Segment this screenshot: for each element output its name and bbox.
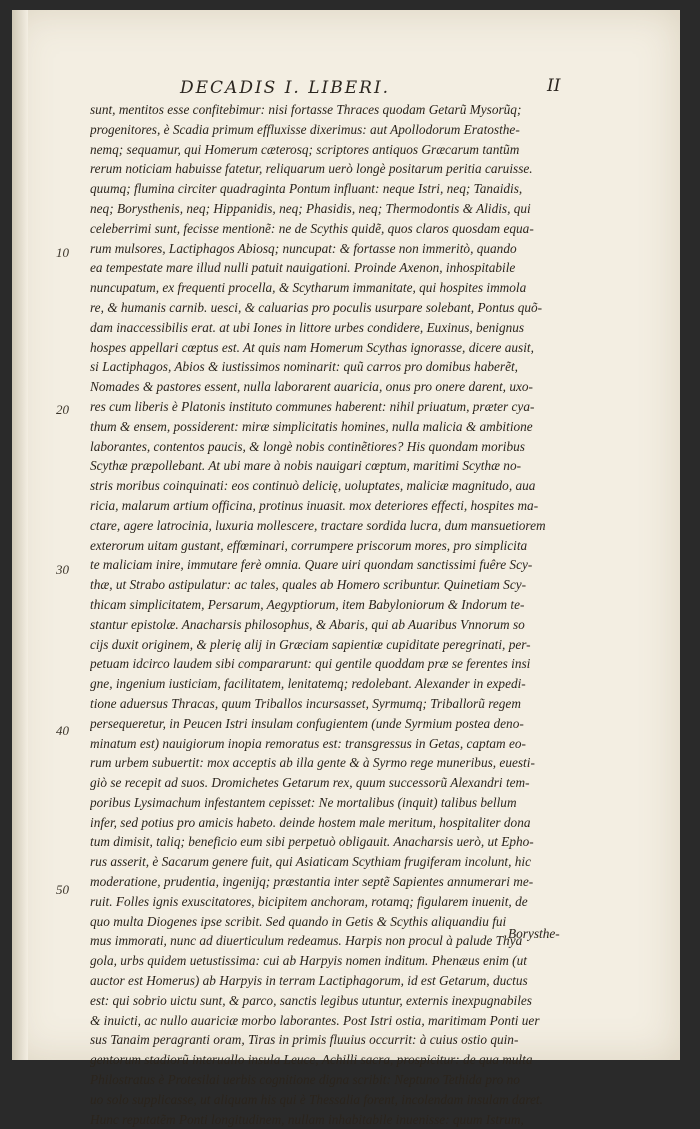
text-line: thum & ensem, possiderent: miræ simplicitatis homines, nulla malicia & ambitione [90,418,533,434]
text-line: nuncupatum, ex frequenti procella, & Scytharum immanitate, qui hospites immola [90,280,527,296]
text-line: rum mulsores, Lactiphagos Abiosq; nuncupat: & fortasse non immeritò, quando [90,240,517,256]
catchword: Borysthe- [508,926,560,941]
text-line: ricia, malarum artium officina, protinus inuasit. mox deteriores effecti, hospites ma- [90,497,539,513]
book-page [12,10,680,1127]
text-line: gola, urbs quidem uetustissima: cui ab Harpyis nomen inditum. Phenæus enim (ut [90,953,527,969]
text-line: Hunc reputatẽm Ponti longitudinem, nullam inhabitabile inuenisse: quum Istrum, [90,1111,524,1127]
text-line: & inuicti, ac nullo auariciæ morbo laborantes. Post Istri ostia, maritimam Ponti uer [90,1012,540,1028]
line-number: 30 [56,562,69,577]
text-line: laborantes, contentos paucis, & longè nobis continẽtiores? His quondam moribus [90,438,525,454]
page-gutter [12,10,28,1060]
text-line: si Lactiphagos, Abios & iustissimos nominarit: quũ carros pro domibus haberẽt, [90,359,518,375]
text-line: exterorum uitam gustant, effœminari, corrumpere priscorum mores, pro simplicita [90,537,528,553]
page-header [12,78,680,100]
text-line: neq; Borysthenis, neq; Hippanidis, neq; Phasidis, neq; Thermodontis & Alidis, qui [90,200,531,216]
text-line: minatum est) nauigiorum inopia remoratus est: transgressus in Getas, captam eo- [90,735,526,751]
body-text [90,100,570,1129]
text-line: giò se recepit ad suos. Dromichetes Getarum rex, quum successorũ Alexandri tem- [90,775,530,791]
text-line: stris moribus coinquinati: eos continuò delicię, uoluptates, maliciæ magnitudo, aua [90,478,536,494]
text-line: uo solo supplicasse, ut aliquam his qui è Thessalia forent, incolendam insulam daret. [90,1091,543,1107]
text-line: moderatione, prudentia, ingenijq; præstantia inter septẽ Sapientes annumerari me- [90,874,534,890]
text-line: celeberrimi sunt, fecisse mentionẽ: ne de Scythis quidẽ, quos claros quosdam equa- [90,220,534,236]
text-line: dam inaccessibilis erat. at ubi Iones in littore urbes condidere, Euxinus, benignus [90,319,525,335]
text-line: gentorum stadiorũ interuallo insula Leuce, Achilli sacra, prospicitur: de qua multa [90,1052,533,1068]
text-line: ruit. Folles ignis exuscitatores, bicipitem anchoram, rotamq; figularem inuenit, de [90,893,528,909]
text-line: quo multa Diogenes ipse scribit. Sed quando in Getis & Scythis aliquandiu fui [90,913,507,929]
folio-number: II [547,76,561,96]
text-line: nemq; sequamur, qui Homerum cæterosq; scriptores antiquos Græcarum tantũm [90,141,520,157]
text-line: sus Tanaim peragranti oram, Tiras in primis fluuius occurrit: à cuius ostio quin- [90,1032,519,1048]
text-line: Nomades & pastores essent, nulla laborarent auaricia, onus pro onere darent, uxo- [90,379,533,395]
line-number: 50 [56,882,69,897]
text-line: quumq; flumina circiter quadraginta Pontum influant: neque Istri, neq; Tanaidis, [90,181,523,197]
text-line: rus asserit, è Sacarum genere fuit, qui Asiaticam Scythiam frugiferam incolunt, hic [90,854,531,870]
text-line: te maliciam inire, immutare ferè omnia. Quare uiri quondam sanctissimi fuêre Scy- [90,557,533,573]
text-line: poribus Lysimachum infestantem cepisset: Ne mortalibus (inquit) talibus bellum [90,794,517,810]
text-line: tione aduersus Thracas, quum Triballos incursasset, Syrmumq; Triballorũ regem [90,695,521,711]
text-line: sunt, mentitos esse confitebimur: nisi fortasse Thraces quodam Getarũ Mysorũq; [90,102,522,117]
text-line: tum dimisit, taliq; beneficio eum sibi perpetuò obligauit. Anacharsis uerò, ut Epho- [90,834,534,850]
text-line: thæ, ut Strabo astipulatur: ac tales, quales ab Homero scribuntur. Quinetiam Scy- [90,577,527,593]
text-line: gne, ingenium iusticiam, facilitatem, lenitatemq; redolebant. Alexander in expedi- [90,676,526,692]
text-line: Philostratus è Protesilai uerbis cognitione digna scribit: Neptuno Tethida pro no [90,1072,520,1088]
text-line: auctor est Homerus) ab Harpyis in terram Lactiphagorum, id est Getarum, ductus [90,973,528,989]
line-number: 20 [56,402,69,417]
text-line: progenitores, è Scadia primum effluxisse dixerimus: aut Apollodorum Eratosthe- [90,121,520,137]
text-line: ea tempestate mare illud nulli patuit nauigationi. Proinde Axenon, inhospitabile [90,260,516,276]
text-line: cijs duxit originem, & plerię alij in Græciam sapientiæ cupiditate peregrinati, per- [90,636,531,652]
text-line: res cum liberis è Platonis instituto communes haberent: nihil priuatum, præter cya- [90,398,535,414]
line-number: 10 [56,245,69,260]
text-line: ctare, agere latrocinia, luxuria mollescere, tractare sordida lucra, dum mansuetiorem [90,517,546,533]
text-line: rerum noticiam habuisse fatetur, reliquarum uerò longè positarum peritia caruisse. [90,161,533,177]
text-line: stantur epistolæ. Anacharsis philosophus, & Abaris, qui ab Auaribus Vnnorum so [90,616,525,632]
text-line: rum urbem subuertit: mox acceptis ab illa gente & à Syrmo rege muneribus, euesti- [90,755,535,771]
line-number: 40 [56,723,69,738]
text-line: re, & humanis carnib. uesci, & caluarias pro poculis usurpare solebant, Pontus quõ- [90,299,543,315]
text-line: mus immorati, nunc ad diuerticulum redeamus. Harpis non procul à palude Thya [90,933,523,949]
running-head: DECADIS I. LIBERI. [180,78,391,98]
text-line: thicam simplicitatem, Persarum, Aegyptiorum, item Babyloniorum & Indorum te- [90,596,525,612]
text-line: persequeretur, in Peucen Istri insulam confugientem (unde Syrmium postea deno- [90,715,524,731]
text-line: est: qui sobrio uictu sunt, & parco, sanctis legibus utuntur, externis inexpugnabiles [90,992,532,1008]
text-line: Scythæ præpollebant. At ubi mare à nobis nauigari cœptum, maritimi Scythæ no- [90,458,522,474]
text-line: hospes appellari cœptus est. At quis nam Homerum Scythas ignorasse, dicere ausit, [90,339,534,355]
text-line: infer, sed potius pro amicis habeto. deinde hostem male meritum, hospitaliter dona [90,814,531,830]
text-line: petuam idcirco laudem sibi compararunt: qui gentile quoddam præ se ferentes insi [90,656,531,672]
